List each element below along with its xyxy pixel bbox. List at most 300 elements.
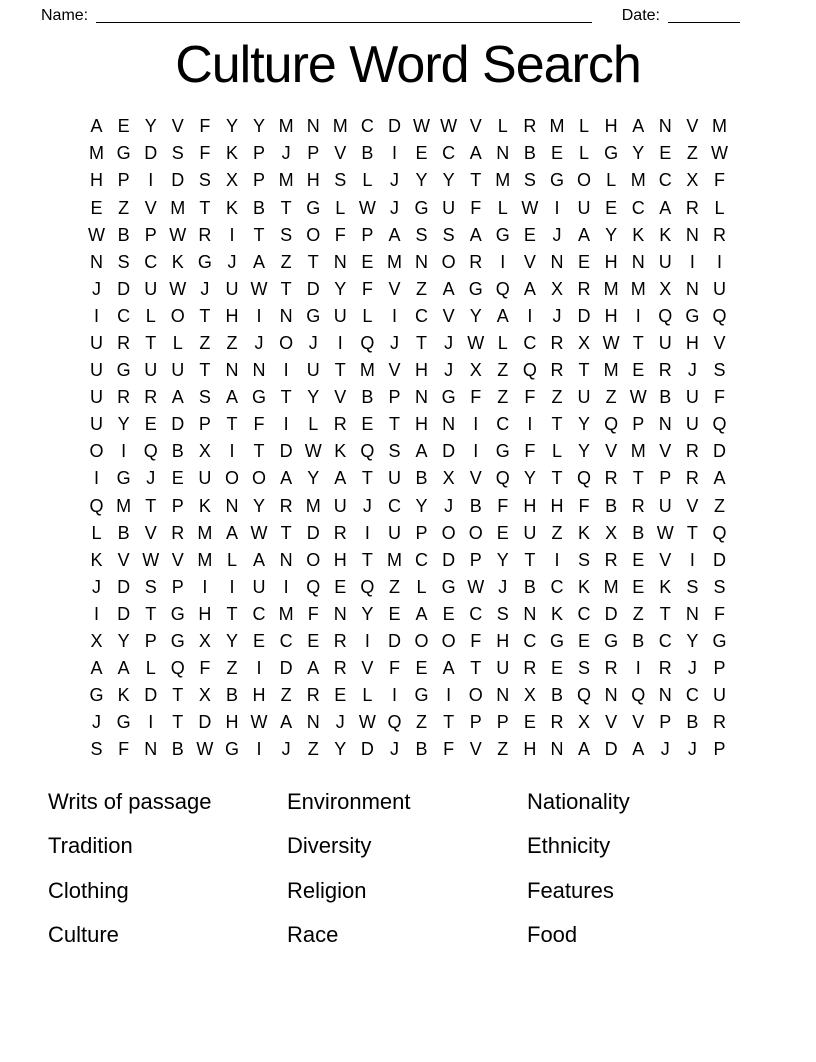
grid-cell: T [172, 685, 184, 706]
grid-cell: U [90, 387, 104, 408]
grid-cell: W [413, 116, 431, 137]
grid-cell: U [577, 387, 591, 408]
grid-cell: E [659, 143, 672, 164]
grid-cell: S [280, 224, 293, 245]
grid-cell: N [333, 251, 347, 272]
grid-cell: Y [496, 549, 509, 570]
grid-cell: I [94, 305, 100, 326]
grid-cell: G [549, 170, 564, 191]
grid-cell: R [306, 685, 320, 706]
grid-cell: N [658, 414, 672, 435]
grid-cell: J [146, 468, 156, 489]
grid-cell: S [442, 224, 455, 245]
grid-cell: Y [442, 170, 455, 191]
grid-cell: G [495, 224, 510, 245]
grid-cell: Q [658, 305, 673, 326]
grid-cell: M [630, 441, 646, 462]
grid-cell: G [89, 685, 104, 706]
grid-cell: P [469, 549, 482, 570]
grid-cell: Y [225, 116, 238, 137]
grid-cell: M [386, 549, 402, 570]
grid-cell: D [442, 441, 456, 462]
word-list-item: Nationality [527, 788, 630, 814]
grid-cell: G [685, 305, 700, 326]
grid-cell: Q [604, 414, 619, 435]
grid-cell: N [306, 712, 320, 733]
grid-cell: I [148, 170, 154, 191]
grid-cell: C [685, 685, 699, 706]
grid-cell: M [278, 170, 294, 191]
grid-cell: Y [632, 143, 645, 164]
grid-cell: C [442, 143, 456, 164]
date-label: Date: [621, 7, 660, 24]
grid-cell: Z [632, 603, 644, 624]
grid-cell: T [416, 332, 428, 353]
grid-cell: V [659, 441, 672, 462]
grid-cell: W [656, 522, 674, 543]
grid-cell: R [658, 360, 672, 381]
grid-cell: N [496, 143, 510, 164]
grid-cell: M [305, 495, 321, 516]
grid-cell: L [497, 197, 508, 218]
word-list-column [48, 779, 287, 957]
worksheet-page [0, 6, 816, 1062]
grid-cell: I [94, 603, 100, 624]
grid-cell: O [89, 441, 104, 462]
grid-cell: M [630, 170, 646, 191]
grid-cell: O [252, 468, 267, 489]
grid-cell: U [523, 522, 537, 543]
grid-cell: A [90, 658, 103, 679]
grid-cell: B [605, 495, 618, 516]
grid-cell: W [250, 712, 268, 733]
grid-cell: W [358, 197, 376, 218]
grid-cell: Q [170, 658, 185, 679]
grid-cell: R [523, 658, 537, 679]
grid-cell: Y [334, 739, 347, 760]
grid-cell: O [577, 170, 592, 191]
grid-cell: P [713, 658, 726, 679]
grid-cell: G [712, 631, 727, 652]
grid-cell: Q [360, 576, 375, 597]
grid-cell: V [334, 387, 347, 408]
grid-cell: V [361, 658, 374, 679]
grid-cell: Q [522, 360, 537, 381]
grid-cell: J [92, 278, 102, 299]
grid-cell: G [197, 251, 212, 272]
grid-cell: R [279, 495, 293, 516]
grid-cell: T [632, 332, 644, 353]
grid-cell: N [306, 116, 320, 137]
grid-cell: C [550, 576, 564, 597]
grid-cell: L [416, 576, 427, 597]
grid-cell: L [579, 116, 590, 137]
grid-cell: X [578, 332, 591, 353]
grid-cell: D [171, 170, 185, 191]
grid-cell: H [604, 305, 618, 326]
grid-cell: G [468, 278, 483, 299]
grid-cell: Y [307, 387, 320, 408]
grid-cell: U [496, 658, 510, 679]
grid-cell: S [415, 224, 428, 245]
grid-cell: R [712, 224, 726, 245]
grid-cell: G [414, 685, 429, 706]
grid-cell: S [388, 441, 401, 462]
grid-cell: G [224, 739, 239, 760]
grid-cell: H [415, 414, 429, 435]
grid-cell: K [225, 143, 238, 164]
grid-cell: J [281, 739, 291, 760]
grid-cell: H [604, 116, 618, 137]
grid-cell: N [442, 414, 456, 435]
grid-cell: E [550, 143, 563, 164]
grid-cell: I [256, 305, 262, 326]
grid-cell: W [467, 576, 485, 597]
grid-cell: M [197, 549, 213, 570]
grid-cell: U [685, 387, 699, 408]
grid-cell: U [658, 251, 672, 272]
grid-cell: T [334, 360, 346, 381]
grid-cell: U [712, 685, 726, 706]
grid-cell: N [279, 305, 293, 326]
grid-cell: B [225, 685, 238, 706]
grid-cell: M [386, 251, 402, 272]
grid-cell: W [169, 224, 187, 245]
grid-cell: K [550, 603, 563, 624]
grid-cell: C [415, 305, 429, 326]
header [41, 6, 740, 25]
grid-cell: V [686, 116, 699, 137]
grid-cell: F [578, 495, 590, 516]
grid-cell: A [225, 522, 238, 543]
grid-cell: Z [388, 576, 400, 597]
grid-cell: A [632, 739, 645, 760]
grid-cell: M [359, 360, 375, 381]
grid-cell: Z [497, 387, 509, 408]
grid-cell: G [414, 197, 429, 218]
grid-cell: A [307, 658, 320, 679]
grid-cell: R [333, 414, 347, 435]
grid-cell: T [443, 712, 455, 733]
grid-cell: K [659, 224, 672, 245]
grid-cell: P [659, 712, 672, 733]
grid-cell: T [199, 197, 211, 218]
grid-cell: J [389, 332, 399, 353]
grid-cell: V [388, 278, 401, 299]
grid-cell: B [632, 631, 645, 652]
word-list-column [287, 779, 527, 957]
grid-cell: A [171, 387, 184, 408]
grid-cell: T [199, 360, 211, 381]
grid-cell: O [441, 522, 456, 543]
grid-cell: C [469, 603, 483, 624]
grid-cell: W [250, 278, 268, 299]
grid-cell: M [603, 576, 619, 597]
grid-cell: T [361, 468, 373, 489]
grid-cell: Z [118, 197, 130, 218]
grid-cell: E [550, 658, 563, 679]
grid-cell: C [577, 603, 591, 624]
grid-cell: I [148, 712, 154, 733]
grid-cell: N [496, 685, 510, 706]
grid-cell: I [391, 305, 397, 326]
grid-cell: X [198, 631, 211, 652]
grid-cell: B [686, 712, 699, 733]
grid-cell: I [689, 251, 695, 272]
grid-cell: M [603, 278, 619, 299]
grid-cell: P [171, 495, 184, 516]
grid-cell: B [523, 576, 536, 597]
grid-cell: R [550, 360, 564, 381]
grid-cell: E [144, 414, 157, 435]
grid-cell: C [387, 495, 401, 516]
grid-cell: V [442, 305, 455, 326]
grid-cell: G [604, 143, 619, 164]
grid-cell: Q [387, 712, 402, 733]
grid-cell: Y [334, 278, 347, 299]
grid-cell: H [496, 631, 510, 652]
grid-cell: Z [226, 332, 238, 353]
grid-cell: N [90, 251, 104, 272]
grid-cell: I [635, 658, 641, 679]
grid-cell: J [227, 251, 237, 272]
grid-cell: S [713, 576, 726, 597]
grid-cell: G [495, 441, 510, 462]
grid-cell: M [630, 278, 646, 299]
grid-cell: O [279, 332, 294, 353]
grid-cell: R [198, 224, 212, 245]
grid-cell: I [554, 197, 560, 218]
word-search-grid [83, 113, 733, 763]
grid-cell: K [334, 441, 347, 462]
grid-cell: A [442, 278, 455, 299]
grid-cell: X [225, 170, 238, 191]
grid-cell: H [415, 360, 429, 381]
grid-cell: D [360, 739, 374, 760]
grid-cell: U [685, 414, 699, 435]
grid-cell: G [306, 305, 321, 326]
grid-cell: K [90, 549, 103, 570]
grid-cell: G [170, 631, 185, 652]
grid-cell: F [470, 387, 482, 408]
grid-cell: D [198, 712, 212, 733]
grid-cell: G [441, 387, 456, 408]
grid-cell: T [280, 522, 292, 543]
grid-cell: L [362, 685, 373, 706]
grid-cell: O [468, 685, 483, 706]
grid-cell: F [253, 414, 265, 435]
grid-cell: N [685, 278, 699, 299]
grid-cell: A [90, 116, 103, 137]
grid-cell: U [90, 332, 104, 353]
grid-cell: Z [686, 143, 698, 164]
grid-cell: F [497, 495, 509, 516]
grid-cell: E [334, 576, 347, 597]
grid-cell: J [362, 495, 372, 516]
grid-cell: N [550, 739, 564, 760]
grid-cell: A [632, 116, 645, 137]
grid-cell: O [441, 251, 456, 272]
grid-cell: V [659, 549, 672, 570]
grid-cell: F [199, 143, 211, 164]
grid-cell: V [171, 549, 184, 570]
grid-cell: J [92, 712, 102, 733]
grid-cell: Q [306, 576, 321, 597]
grid-cell: F [307, 603, 319, 624]
grid-cell: F [443, 739, 455, 760]
grid-cell: H [685, 332, 699, 353]
grid-cell: O [441, 631, 456, 652]
word-list-item: Features [527, 877, 614, 903]
grid-cell: J [335, 712, 345, 733]
grid-cell: R [333, 522, 347, 543]
grid-cell: W [467, 332, 485, 353]
grid-cell: H [523, 739, 537, 760]
grid-cell: I [527, 414, 533, 435]
grid-cell: J [444, 360, 454, 381]
grid-cell: H [604, 251, 618, 272]
grid-cell: G [116, 468, 131, 489]
grid-cell: O [170, 305, 185, 326]
word-list-item: Tradition [48, 833, 133, 859]
grid-cell: J [389, 170, 399, 191]
grid-cell: A [415, 603, 428, 624]
grid-cell: E [334, 685, 347, 706]
name-blank-line [96, 22, 592, 23]
grid-cell: T [145, 332, 157, 353]
grid-cell: U [387, 468, 401, 489]
grid-cell: M [197, 522, 213, 543]
grid-cell: F [470, 631, 482, 652]
grid-cell: S [523, 170, 536, 191]
grid-cell: Z [713, 495, 725, 516]
grid-cell: I [391, 143, 397, 164]
grid-cell: T [388, 414, 400, 435]
grid-cell: E [578, 251, 591, 272]
grid-cell: G [441, 576, 456, 597]
grid-cell: Q [89, 495, 104, 516]
grid-cell: H [90, 170, 104, 191]
grid-cell: K [198, 495, 211, 516]
grid-cell: O [306, 549, 321, 570]
grid-cell: W [142, 549, 160, 570]
grid-cell: I [473, 414, 479, 435]
grid-cell: X [659, 278, 672, 299]
grid-cell: L [579, 143, 590, 164]
grid-cell: F [388, 658, 400, 679]
grid-cell: H [550, 495, 564, 516]
grid-cell: F [199, 116, 211, 137]
grid-cell: V [334, 143, 347, 164]
grid-cell: V [686, 495, 699, 516]
grid-cell: U [658, 495, 672, 516]
grid-cell: D [712, 441, 726, 462]
grid-cell: J [552, 224, 562, 245]
grid-cell: V [117, 549, 130, 570]
grid-cell: I [391, 685, 397, 706]
grid-cell: T [280, 278, 292, 299]
grid-cell: D [442, 549, 456, 570]
grid-cell: N [225, 360, 239, 381]
word-list-item: Culture [48, 922, 119, 948]
grid-cell: P [632, 414, 645, 435]
grid-cell: U [90, 414, 104, 435]
grid-cell: N [604, 685, 618, 706]
grid-cell: A [442, 658, 455, 679]
grid-cell: A [523, 278, 536, 299]
grid-cell: B [361, 387, 374, 408]
grid-cell: A [659, 197, 672, 218]
grid-cell: P [388, 387, 401, 408]
grid-cell: S [578, 549, 591, 570]
grid-cell: E [117, 116, 130, 137]
grid-cell: M [116, 495, 132, 516]
grid-cell: Y [361, 603, 374, 624]
grid-cell: R [658, 658, 672, 679]
grid-cell: Q [712, 522, 727, 543]
grid-cell: U [577, 197, 591, 218]
grid-cell: R [604, 658, 618, 679]
grid-cell: R [523, 116, 537, 137]
grid-cell: K [225, 197, 238, 218]
grid-cell: F [470, 197, 482, 218]
grid-cell: Y [605, 224, 618, 245]
grid-cell: B [253, 197, 266, 218]
grid-cell: J [498, 576, 508, 597]
grid-cell: G [306, 197, 321, 218]
grid-cell: N [631, 251, 645, 272]
grid-cell: T [470, 170, 482, 191]
grid-cell: P [253, 143, 266, 164]
grid-cell: J [281, 143, 291, 164]
grid-cell: D [387, 116, 401, 137]
grid-cell: D [117, 603, 131, 624]
grid-cell: B [415, 739, 428, 760]
grid-cell: N [523, 603, 537, 624]
grid-cell: G [170, 603, 185, 624]
grid-cell: N [333, 603, 347, 624]
grid-cell: F [361, 278, 373, 299]
grid-cell: Q [360, 441, 375, 462]
grid-cell: Q [631, 685, 646, 706]
grid-cell: G [116, 360, 131, 381]
grid-cell: E [605, 197, 618, 218]
grid-cell: I [202, 576, 208, 597]
grid-cell: L [308, 414, 319, 435]
grid-cell: C [279, 631, 293, 652]
grid-cell: P [361, 224, 374, 245]
grid-cell: R [469, 251, 483, 272]
grid-cell: G [549, 631, 564, 652]
grid-cell: N [252, 360, 266, 381]
grid-cell: T [307, 251, 319, 272]
grid-cell: R [685, 197, 699, 218]
grid-cell: S [198, 170, 211, 191]
grid-cell: R [117, 387, 131, 408]
grid-cell: U [252, 576, 266, 597]
grid-cell: Y [225, 631, 238, 652]
grid-cell: D [577, 305, 591, 326]
grid-cell: C [415, 549, 429, 570]
grid-cell: N [658, 116, 672, 137]
grid-cell: L [714, 197, 725, 218]
grid-cell: L [145, 305, 156, 326]
grid-cell: A [253, 549, 266, 570]
grid-cell: C [144, 251, 158, 272]
grid-cell: T [280, 387, 292, 408]
grid-cell: V [632, 712, 645, 733]
grid-cell: P [415, 522, 428, 543]
